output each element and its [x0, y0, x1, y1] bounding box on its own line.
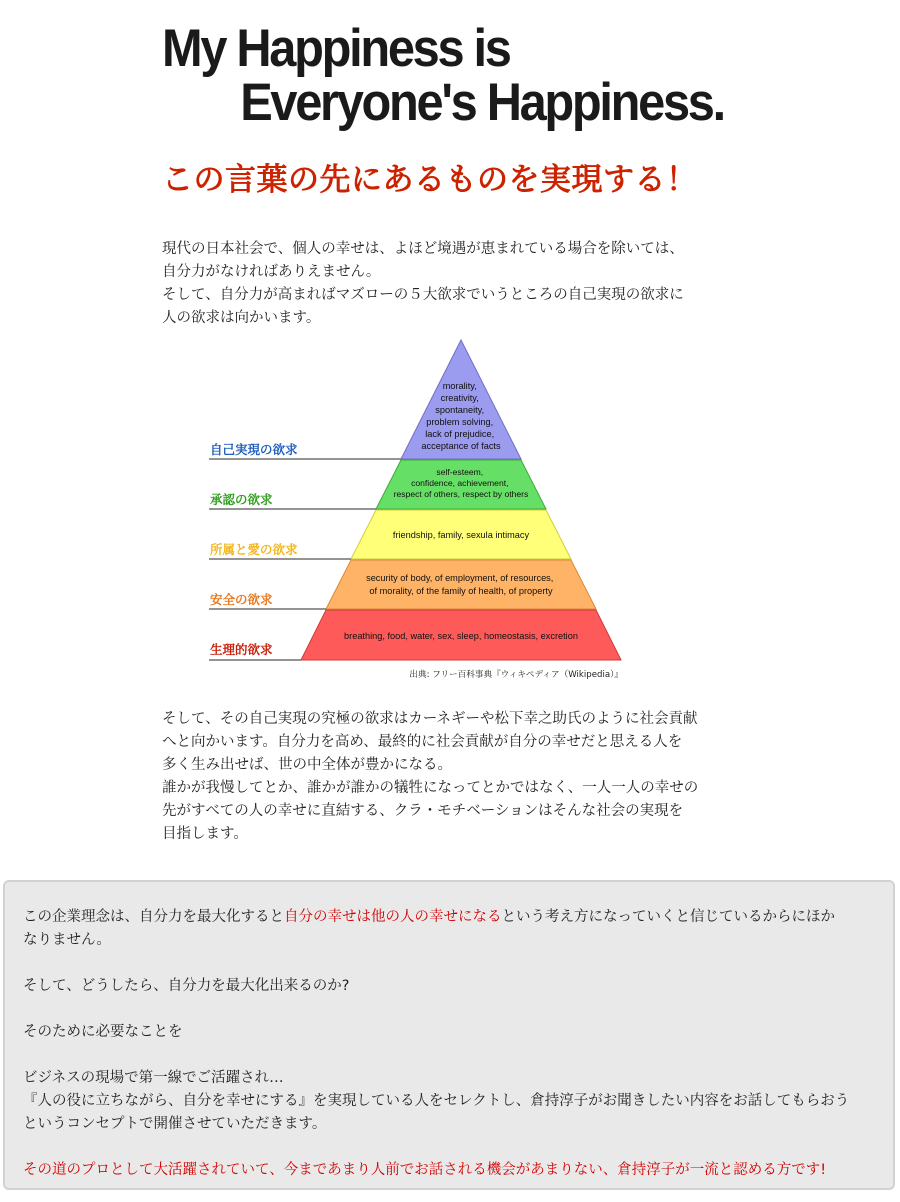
headline-line-2: Everyone's Happiness. — [240, 73, 724, 132]
outro-line: へと向かいます。自分力を高め、最終的に社会貢献が自分の幸せだと思える人を — [162, 734, 683, 750]
pyramid-level-safety — [326, 560, 596, 609]
box-text: この企業理念は、自分力を最大化すると — [23, 909, 284, 925]
pyramid-text-physiological: breathing, food, water, sex, sleep, homeostasis, excretion — [344, 631, 578, 641]
outro-line: 多く生み出せば、世の中全体が豊かになる。 — [162, 757, 452, 773]
headline-line-1: My Happiness is — [162, 19, 510, 78]
maslow-pyramid — [205, 338, 635, 683]
pyramid-text-safety: security of body, of employment, of resources, of morality, of the family of health, of property — [366, 573, 554, 596]
box-text: という考え方になっていくと信じているからにほか — [501, 909, 835, 925]
intro-line: 現代の日本社会で、個人の幸せは、よほど境遇が恵まれている場合を除いては、 — [162, 241, 684, 257]
box-text: ビジネスの現場で第一線でご活躍され… — [23, 1070, 284, 1086]
pyramid-text-esteem: self-esteem, confidence, achievement, respect of others, respect by others — [393, 467, 529, 499]
outro-line: 誰かが我慢してとか、誰かが誰かの犠牲になってとかではなく、一人一人の幸せの — [162, 780, 699, 796]
philosophy-box — [3, 880, 895, 1190]
pyramid-text-self-actualization: morality, creativity, spontaneity, problem solving, lack of prejudice, acceptance of facts — [421, 381, 501, 451]
jp-label-esteem: 承認の欲求 — [210, 492, 273, 507]
subheadline: この言葉の先にあるものを実現する！ — [162, 162, 698, 198]
figure-source-caption: 出典: フリー百科事典『ウィキペディア（Wikipedia）』 — [409, 670, 623, 680]
intro-paragraph — [162, 238, 782, 330]
box-paragraph-2: そして、どうしたら、自分力を最大化出来るのか? — [23, 978, 350, 994]
maslow-pyramid-figure — [205, 338, 635, 683]
box-paragraph-5: その道のプロとして大活躍されていて、今まであまり人前でお話される機会があまりない、倉持淳子が一流と認める方です! — [23, 1162, 827, 1178]
box-paragraph-3: そのために必要なことを — [23, 1024, 183, 1040]
highlight-text: 自分の幸せは他の人の幸せになる — [284, 909, 502, 925]
box-text: というコンセプトで開催させていただきます。 — [23, 1116, 327, 1132]
intro-line: 自分力がなければありえません。 — [162, 264, 381, 280]
outro-line: 先がすべての人の幸せに直結する、クラ・モチベーションはそんな社会の実現を — [162, 803, 684, 819]
box-paragraph-1 — [23, 906, 875, 952]
intro-line: そして、自分力が高まればマズローの５大欲求でいうところの自己実現の欲求に — [162, 287, 684, 303]
pyramid-text-belonging: friendship, family, sexula intimacy — [392, 530, 530, 540]
jp-label-safety: 安全の欲求 — [210, 592, 273, 607]
outro-line: 目指します。 — [162, 826, 248, 842]
box-paragraph-4 — [23, 1067, 875, 1136]
box-text: なりません。 — [23, 932, 111, 948]
outro-paragraph — [162, 708, 782, 846]
jp-label-self-actualization: 自己実現の欲求 — [210, 442, 298, 457]
headline — [162, 19, 724, 132]
box-text: 『人の役に立ちながら、自分を幸せにする』を実現している人をセレクトし、倉持淳子がお聞きしたい内容をお話してもらおう — [23, 1093, 850, 1109]
jp-label-physiological: 生理的欲求 — [210, 642, 273, 657]
jp-label-belonging: 所属と愛の欲求 — [210, 542, 298, 557]
intro-line: 人の欲求は向かいます。 — [162, 310, 321, 326]
outro-line: そして、その自己実現の究極の欲求はカーネギーや松下幸之助氏のように社会貢献 — [162, 711, 698, 727]
